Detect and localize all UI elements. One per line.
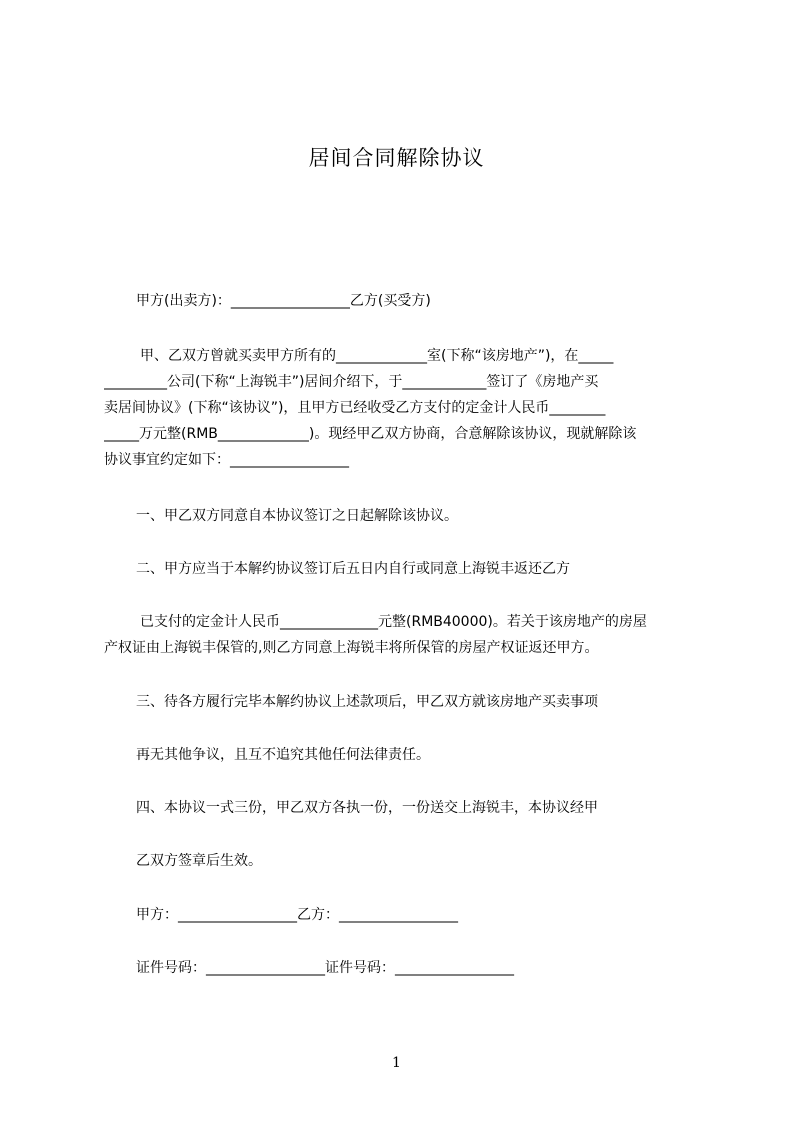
recital-line-1: 甲、乙双方曾就买卖甲方所有的_____________室(下称“该房地产”)，在_____ <box>140 348 614 364</box>
clause-2-line-2: 产权证由上海锐丰保管的,则乙方同意上海锐丰将所保管的房屋产权证返还甲方。 <box>104 640 599 656</box>
recital-line-4: _____万元整(RMB_____________)。现经甲乙双方协商，合意解除该协议，现就解除该 <box>104 426 637 442</box>
clause-2-line-1: 已支付的定金计人民币______________元整(RMB40000)。若关于该房地产的房屋 <box>140 614 647 630</box>
document-title: 居间合同解除协议 <box>308 146 485 170</box>
clause-3: 三、待各方履行完毕本解约协议上述款项后，甲乙双方就该房地产买卖事项 <box>136 694 598 710</box>
signature-line: 甲方：_________________乙方：_________________ <box>136 907 458 923</box>
recital-line-2: _________公司(下称“上海锐丰”)居间介绍下，于____________签订了《房地产买 <box>104 374 599 390</box>
clause-4: 四、本协议一式三份，甲乙双方各执一份，一份送交上海锐丰，本协议经甲 <box>136 800 598 816</box>
recital-line-5: 协议事宜约定如下：_________________ <box>104 452 349 468</box>
id-number-line: 证件号码：_________________证件号码：_________________ <box>136 960 514 976</box>
parties-line: 甲方(出卖方)：_________________乙方(买受方) <box>136 293 431 309</box>
recital-paragraph <box>104 343 700 473</box>
clause-4-continuation: 乙双方签章后生效。 <box>136 853 262 869</box>
clause-2-continuation <box>104 609 700 661</box>
page-number: 1 <box>392 1055 401 1071</box>
clause-2: 二、甲方应当于本解约协议签订后五日内自行或同意上海锐丰返还乙方 <box>136 561 570 577</box>
clause-3-continuation: 再无其他争议，且互不追究其他任何法律责任。 <box>136 747 430 763</box>
clause-1: 一、甲乙双方同意自本协议签订之日起解除该协议。 <box>136 508 458 524</box>
recital-line-3: 卖居间协议》(下称“该协议”)，且甲方已经收受乙方支付的定金计人民币________ <box>104 400 606 416</box>
